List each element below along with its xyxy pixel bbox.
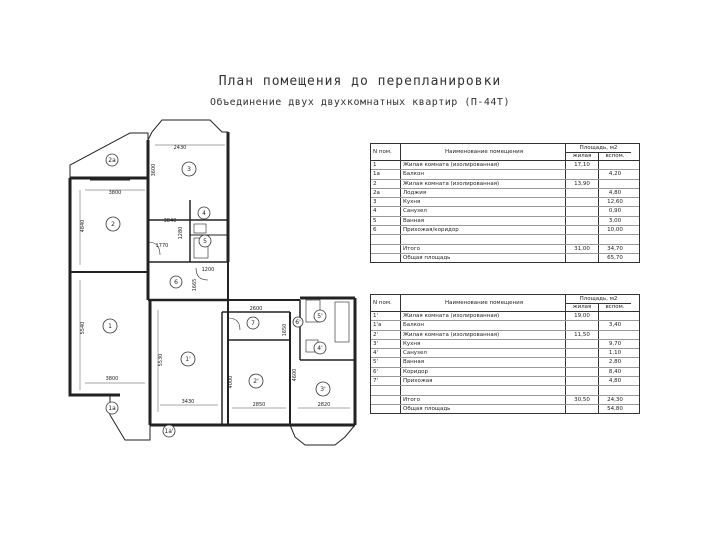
table-row [371,217,639,226]
cell-no: 1 [371,161,401,169]
table-row [371,226,639,235]
dimension-label: 1770 [155,243,169,249]
cell-aux: 3,00 [608,217,622,224]
cell-name: Ванная [401,217,566,225]
dimension-label: 2430 [173,145,187,151]
table-header [371,295,639,312]
cell-aux: 12,60 [607,199,623,206]
dimension-label: 1200 [201,267,215,273]
cell-living [566,358,599,366]
dimension-label: 3800 [105,376,119,382]
dimension-label: 1665 [192,278,198,292]
cell-aux: 54,80 [607,405,623,412]
cell-living [566,226,599,234]
room-label: 3 [187,166,191,173]
col-header-aux: вспом. [605,153,625,159]
room-label: 1а' [164,428,174,435]
cell-name: Балкон [401,321,566,329]
cell-living: 13,90 [566,180,599,188]
cell-no: 7' [371,377,401,385]
cell-no: 2а [371,189,401,197]
cell-aux [599,386,631,394]
room-label: 1а [108,405,116,412]
cell-no [371,235,401,243]
dimension-label: 4000 [228,375,234,389]
cell-name: Прихожая/коридор [401,226,566,234]
room-label: 5 [203,238,207,245]
table-row [371,254,639,262]
table-row [371,331,639,340]
cell-aux: 10,00 [607,227,623,234]
dimension-label: 4600 [292,368,298,382]
cell-no: 2' [371,331,401,339]
table-row [371,368,639,377]
col-header-living: жилая [566,153,599,160]
area-table-2 [370,294,640,414]
room-label: 3' [320,386,326,393]
dimension-label: 2850 [252,402,266,408]
cell-name: Кухня [401,198,566,206]
cell-living [566,321,599,329]
cell-no [371,405,401,413]
cell-name: Жилая комната (изолированная) [401,312,566,320]
dimension-label: 5540 [80,321,86,335]
cell-aux [599,161,631,169]
cell-living [566,377,599,385]
room-label: 6 [174,279,178,286]
room-label: 1' [185,356,191,363]
area-table-1 [370,143,640,263]
cell-living [566,217,599,225]
table-row [371,377,639,386]
cell-no: 5' [371,358,401,366]
table-row [371,340,639,349]
cell-living [566,340,599,348]
cell-aux: 65,70 [607,254,623,261]
dimension-label: 3840 [163,218,177,224]
table-row [371,189,639,198]
cell-no: 1' [371,312,401,320]
cell-name: Прихожая [401,377,566,385]
table-row [371,312,639,321]
dimension-label: 5530 [158,353,164,367]
cell-living [566,405,599,413]
cell-living [566,235,599,243]
cell-living [566,254,599,262]
dimension-label: 4840 [80,219,86,233]
cell-no [371,245,401,253]
cell-no: 2 [371,180,401,188]
cell-no: 6 [371,226,401,234]
col-header-name: Наименование помещения [401,295,566,311]
table-row [371,161,639,170]
cell-name: Лоджия [401,189,566,197]
cell-aux [599,235,631,243]
table-row [371,358,639,367]
room-label: 2а [108,157,116,164]
cell-no: 1'а [371,321,401,329]
cell-name: Жилая комната (изолированная) [401,180,566,188]
table-row [371,245,639,254]
cell-name: Общая площадь [401,254,566,262]
plan-subtitle: Объединение двух двухкомнатных квартир (П-44Т) [210,97,510,108]
col-header-name: Наименование помещения [401,144,566,160]
table-row [371,198,639,207]
cell-living: 11,50 [566,331,599,339]
cell-name: Санузел [401,207,566,215]
col-header-area-title: Площадь, м2 [566,144,631,153]
cell-no [371,386,401,394]
cell-no: 5 [371,217,401,225]
cell-living: 31,00 [566,245,599,253]
table-row [371,170,639,179]
cell-name: Ванная [401,358,566,366]
col-header-no: N пом. [371,144,401,160]
cell-name [401,235,566,243]
room-label: 4 [202,210,206,217]
cell-aux: 4,80 [608,378,622,385]
room-label: 7 [251,320,255,327]
room-label: 6' [295,319,301,326]
cell-living [566,170,599,178]
cell-no [371,396,401,404]
dimension-label: 2820 [317,402,331,408]
cell-name: Санузел [401,349,566,357]
col-header-area-title: Площадь, м2 [566,295,631,304]
cell-name: Общая площадь [401,405,566,413]
cell-aux: 3,40 [608,322,622,329]
plan-title: План помещения до перепланировки [218,74,502,89]
table-row [371,235,639,244]
cell-living [566,368,599,376]
cell-aux [599,312,631,320]
cell-living [566,198,599,206]
col-header-aux: вспом. [605,304,625,310]
cell-aux: 2,80 [608,359,622,366]
cell-name: Жилая комната (изолированная) [401,161,566,169]
room-label: 5' [317,313,323,320]
col-header-area [566,295,631,311]
cell-aux: 9,70 [608,340,622,347]
room-label: 4' [317,345,323,352]
room-label: 2 [111,221,115,228]
cell-living [566,207,599,215]
table-row [371,396,639,405]
cell-name: Балкон [401,170,566,178]
cell-aux [599,331,631,339]
table-row [371,321,639,330]
dimension-label: 2600 [249,306,263,312]
table-row [371,386,639,395]
cell-no: 4 [371,207,401,215]
cell-aux [599,180,631,188]
cell-no [371,254,401,262]
cell-no: 3 [371,198,401,206]
cell-name: Кухня [401,340,566,348]
room-label: 2' [253,378,259,385]
table-row [371,207,639,216]
dimension-label: 3800 [108,190,122,196]
cell-name: Жилая комната (изолированная) [401,331,566,339]
cell-no: 6' [371,368,401,376]
cell-name: Коридор [401,368,566,376]
dimension-label: 1280 [178,226,184,240]
cell-aux: 24,30 [607,396,623,403]
cell-living [566,349,599,357]
cell-living: 19,00 [566,312,599,320]
cell-name [401,386,566,394]
cell-aux: 8,40 [608,368,622,375]
col-header-area [566,144,631,160]
cell-aux: 1,10 [608,350,622,357]
cell-no: 4' [371,349,401,357]
room-label: 1 [108,323,112,330]
cell-living [566,386,599,394]
dimension-label: 1650 [282,323,288,337]
table-row [371,180,639,189]
cell-no: 3' [371,340,401,348]
cell-no: 1а [371,170,401,178]
col-header-living: жилая [566,304,599,311]
table-row [371,405,639,413]
cell-name: Итого [401,245,566,253]
cell-living [566,189,599,197]
dimension-label: 3430 [181,399,195,405]
table-header [371,144,639,161]
cell-living: 30,50 [566,396,599,404]
dimension-label: 3600 [151,163,157,177]
cell-aux: 34,70 [607,245,623,252]
cell-living: 17,10 [566,161,599,169]
cell-aux: 4,20 [608,171,622,178]
col-header-no: N пом. [371,295,401,311]
cell-name: Итого [401,396,566,404]
cell-aux: 4,80 [608,189,622,196]
cell-aux: 0,90 [608,208,622,215]
table-row [371,349,639,358]
